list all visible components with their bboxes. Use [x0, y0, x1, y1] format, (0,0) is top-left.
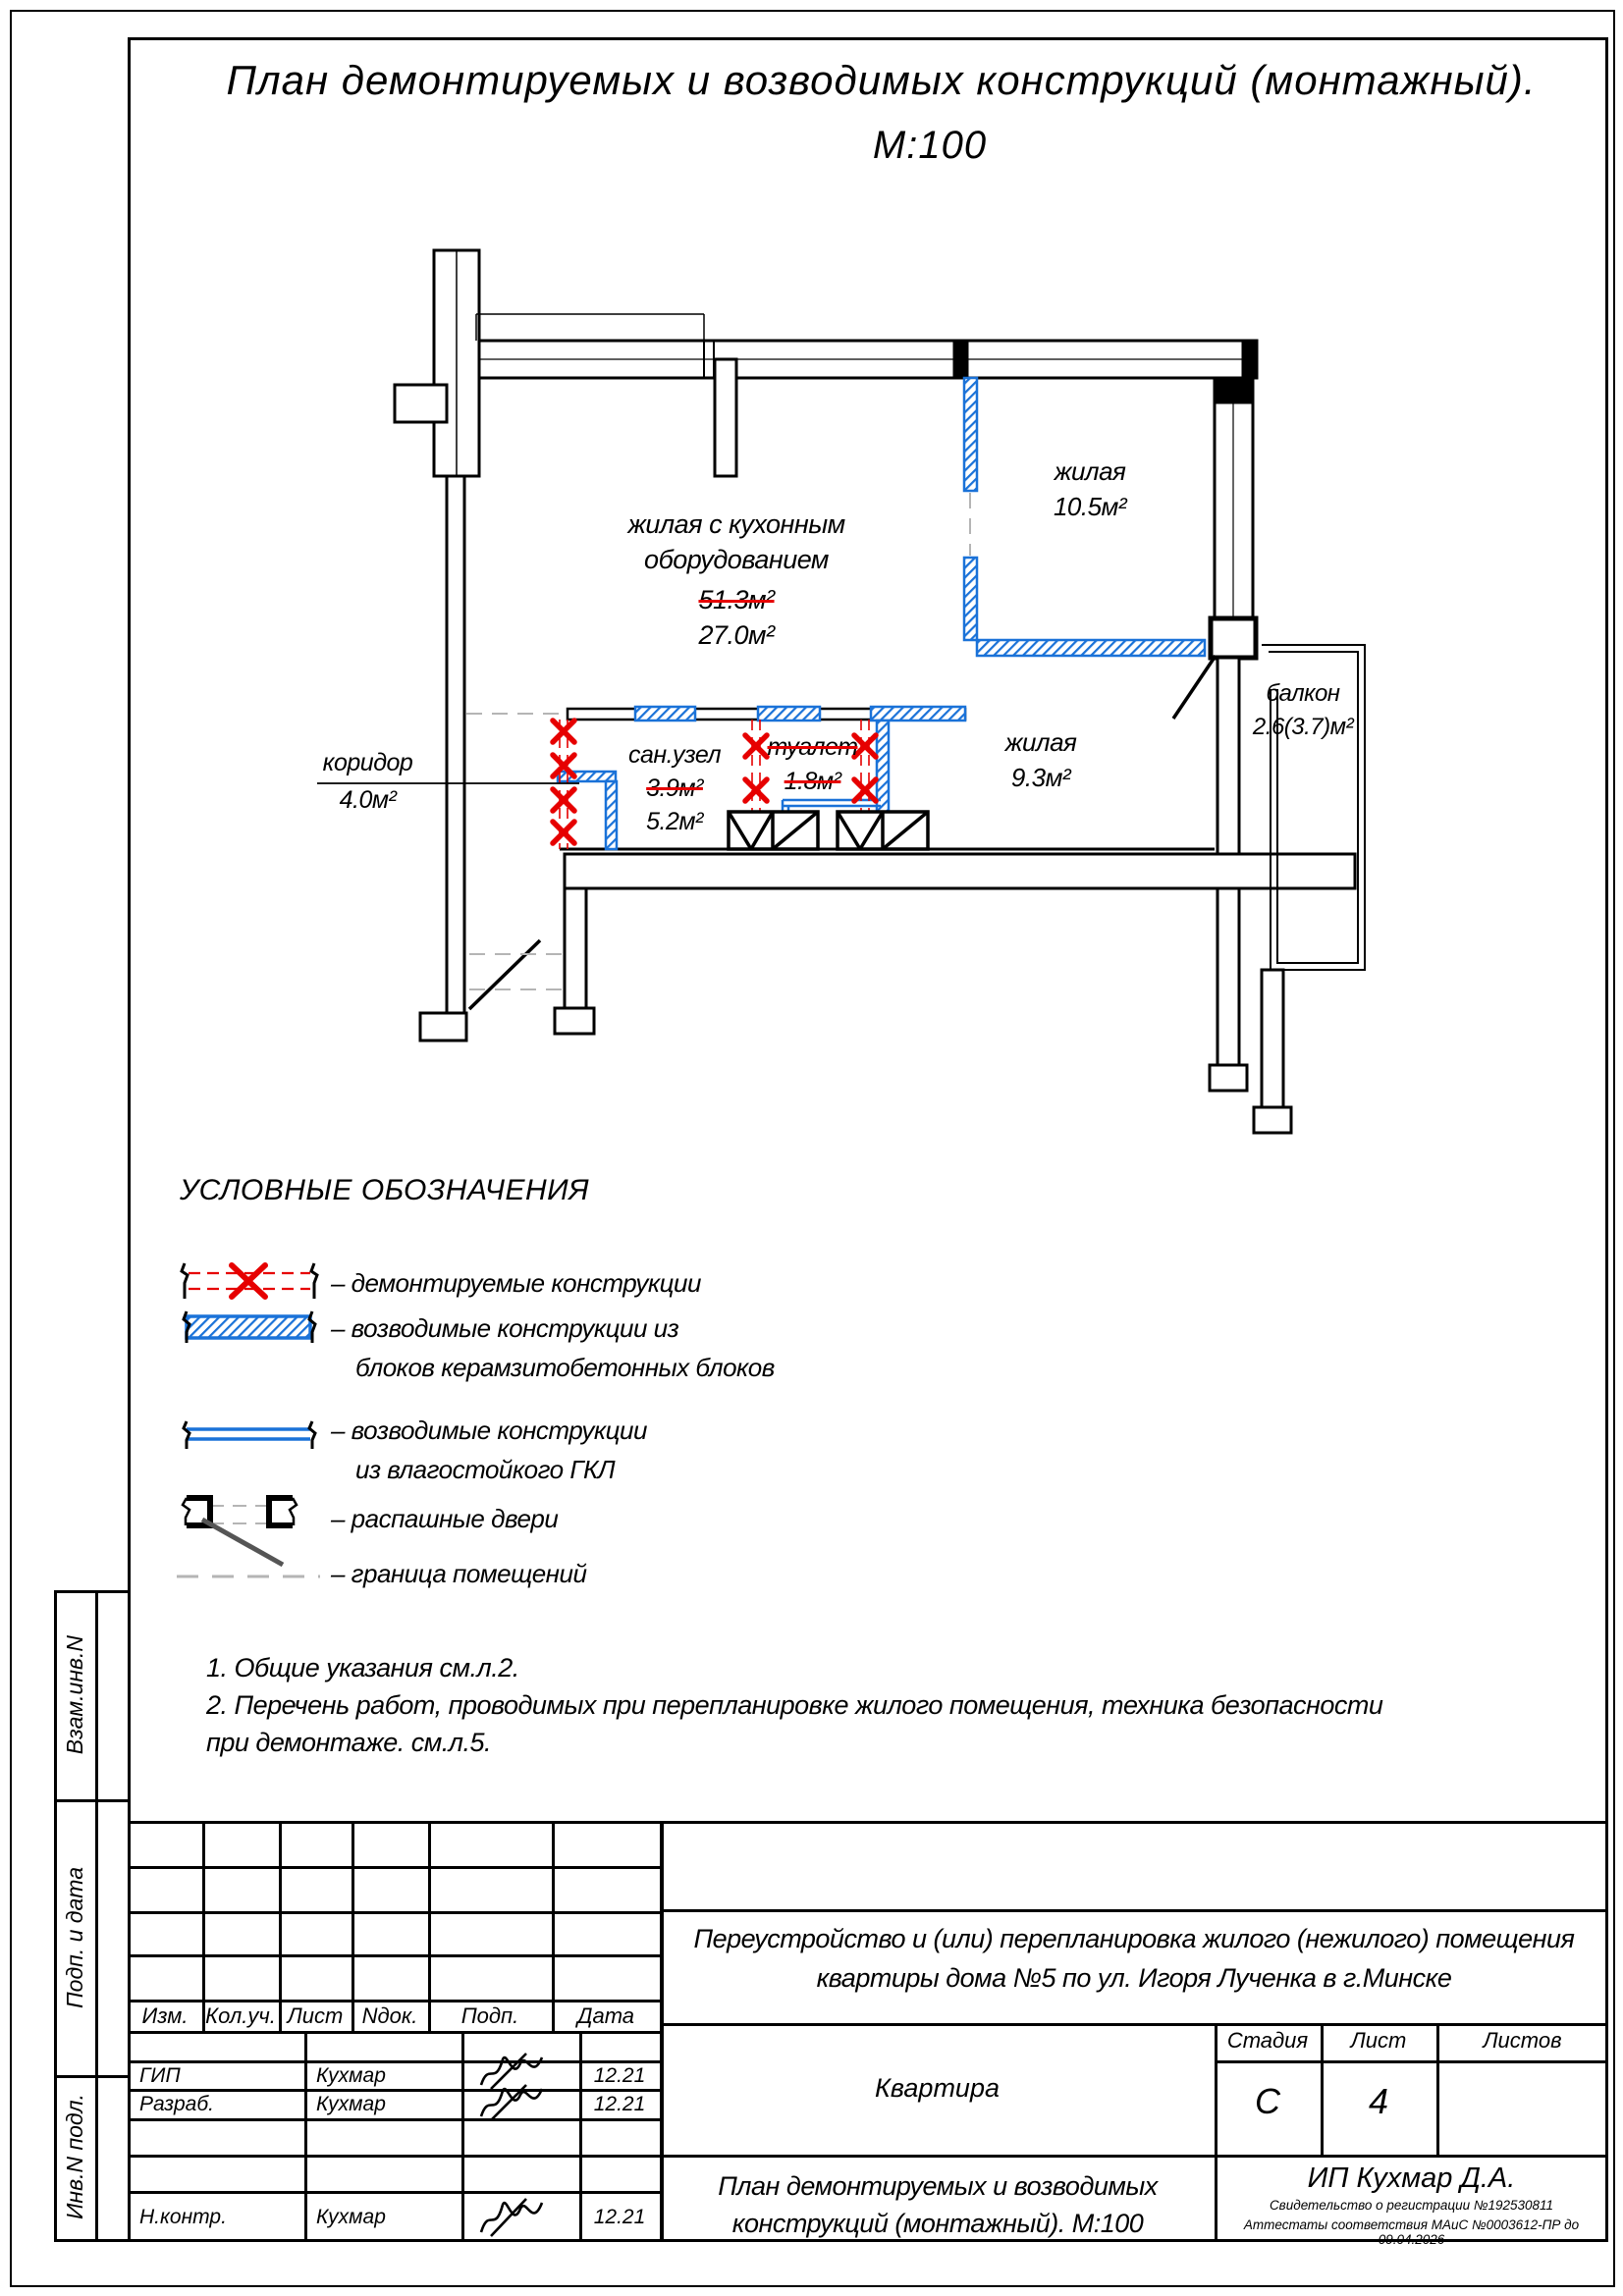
room-label-kitchen-living: жилая с кухонным оборудованием 51.3м² 27.0м² — [627, 509, 845, 650]
legend-item-demolished: – демонтируемые конструкции — [331, 1268, 701, 1298]
legend-item-block-walls-line2: блоков керамзитобетонных блоков — [355, 1353, 775, 1382]
sidebar-divider — [95, 1590, 98, 2242]
titleblock-line — [660, 2155, 1608, 2158]
titleblock-line — [660, 2023, 1608, 2026]
legend-item-gkl-walls-line2: из влагостойкого ГКЛ — [355, 1455, 616, 1484]
sidebar-label-podp-data: Подп. и дата — [61, 1866, 87, 2008]
company-cert-1: Свидетельство о регистрации №192530811 — [1269, 2198, 1554, 2213]
note-line: 2. Перечень работ, проводимых при перепланировке жилого помещения, техника безопасности — [206, 1690, 1383, 1720]
legend-item-room-boundary: – граница помещений — [331, 1559, 587, 1588]
object-name: Квартира — [875, 2073, 1000, 2103]
titleblock-line — [552, 1821, 555, 2031]
note-line: 1. Общие указания см.л.2. — [206, 1653, 519, 1682]
column-list: Лист — [287, 2003, 344, 2028]
room-label-living-10-5: жилая 10.5м² — [1053, 456, 1127, 521]
titleblock-line — [461, 2031, 464, 2242]
signature-nkontr — [469, 2195, 568, 2240]
name-gip: Кухмар — [316, 2064, 386, 2087]
room-label-toilet: туалет 1.8м² — [767, 733, 858, 795]
floor-plan — [295, 236, 1375, 1139]
stage-value: С — [1255, 2081, 1280, 2121]
column-koluch: Кол.уч. — [205, 2003, 276, 2028]
sheet-scale: М:100 — [872, 124, 988, 167]
company-cert-2: Аттестаты соответствия МАиС №0003612-ПР до 09.04.2026 — [1243, 2217, 1580, 2247]
legend-item-swing-doors: – распашные двери — [331, 1504, 559, 1533]
sheets-label: Листов — [1483, 2028, 1562, 2053]
company-name: ИП Кухмар Д.А. — [1307, 2163, 1516, 2194]
titleblock-line — [128, 2000, 660, 2002]
titleblock-line — [660, 1909, 1608, 1912]
titleblock-line — [128, 1821, 1608, 1824]
room-label-balcony: балкон 2.6(3.7)м² — [1252, 680, 1354, 740]
room-label-living-9-3: жилая 9.3м² — [1004, 727, 1077, 792]
swing-doors-icon — [173, 1492, 335, 1571]
titleblock-line — [128, 1911, 660, 1914]
role-gip: ГИП — [139, 2064, 181, 2087]
titleblock-line — [428, 1821, 431, 2031]
room-boundary-icon — [173, 1567, 335, 1586]
column-izm: Изм. — [141, 2003, 189, 2028]
sheet-value: 4 — [1368, 2081, 1389, 2121]
note-line: при демонтаже. см.л.5. — [206, 1728, 491, 1757]
titleblock-line — [304, 2031, 307, 2242]
signature-razrab — [469, 2083, 568, 2122]
name-razrab: Кухмар — [316, 2093, 386, 2115]
column-data: Дата — [576, 2003, 635, 2028]
name-nkontr: Кухмар — [316, 2206, 386, 2228]
titleblock-line — [202, 1821, 205, 2031]
new-keramzit-block-walls-icon — [177, 1309, 324, 1345]
vent-shafts — [729, 812, 928, 849]
titleblock-line — [279, 1821, 282, 2031]
room-label-bathroom: сан.узел 3.9м² 5.2м² — [627, 741, 722, 835]
sheet-title: План демонтируемых и возводимых конструкций (монтажный). — [226, 57, 1537, 103]
sheet-label: Лист — [1350, 2028, 1407, 2053]
column-podp: Подп. — [460, 2003, 519, 2028]
project-name: Переустройство и (или) перепланировка жилого (нежилого) помещения квартиры дома №5 по ул. Игоря Лученка в г.Минске — [693, 1924, 1575, 1993]
titleblock-line — [128, 1866, 660, 1869]
room-label-corridor: коридор 4.0м² — [322, 749, 413, 814]
sidebar-label-inv-podl: Инв.N подл. — [61, 2094, 87, 2220]
role-nkontr: Н.контр. — [139, 2206, 227, 2228]
legend-heading: УСЛОВНЫЕ ОБОЗНАЧЕНИЯ — [180, 1174, 590, 1206]
legend-item-block-walls-line1: – возводимые конструкции из — [331, 1313, 679, 1343]
legend-item-gkl-walls-line1: – возводимые конструкции — [331, 1415, 647, 1445]
doc-name: План демонтируемых и возводимых конструкций (монтажный). М:100 — [718, 2171, 1158, 2238]
titleblock-line — [1215, 2060, 1608, 2063]
sidebar-label-vzam: Взам.инв.N — [61, 1634, 87, 1755]
date-gip: 12.21 — [593, 2064, 646, 2087]
date-nkontr: 12.21 — [593, 2206, 646, 2228]
titleblock-line — [352, 1821, 354, 2031]
titleblock-line — [128, 1954, 660, 1957]
column-ndok: Nдок. — [361, 2003, 418, 2028]
new-gkl-walls-icon — [177, 1419, 324, 1451]
demolished-structures-icon — [177, 1259, 324, 1303]
exterior-walls — [395, 250, 1355, 1133]
general-notes — [206, 1649, 1483, 1761]
role-razrab: Разраб. — [139, 2093, 214, 2115]
stage-label: Стадия — [1226, 2028, 1309, 2053]
date-razrab: 12.21 — [593, 2093, 646, 2115]
